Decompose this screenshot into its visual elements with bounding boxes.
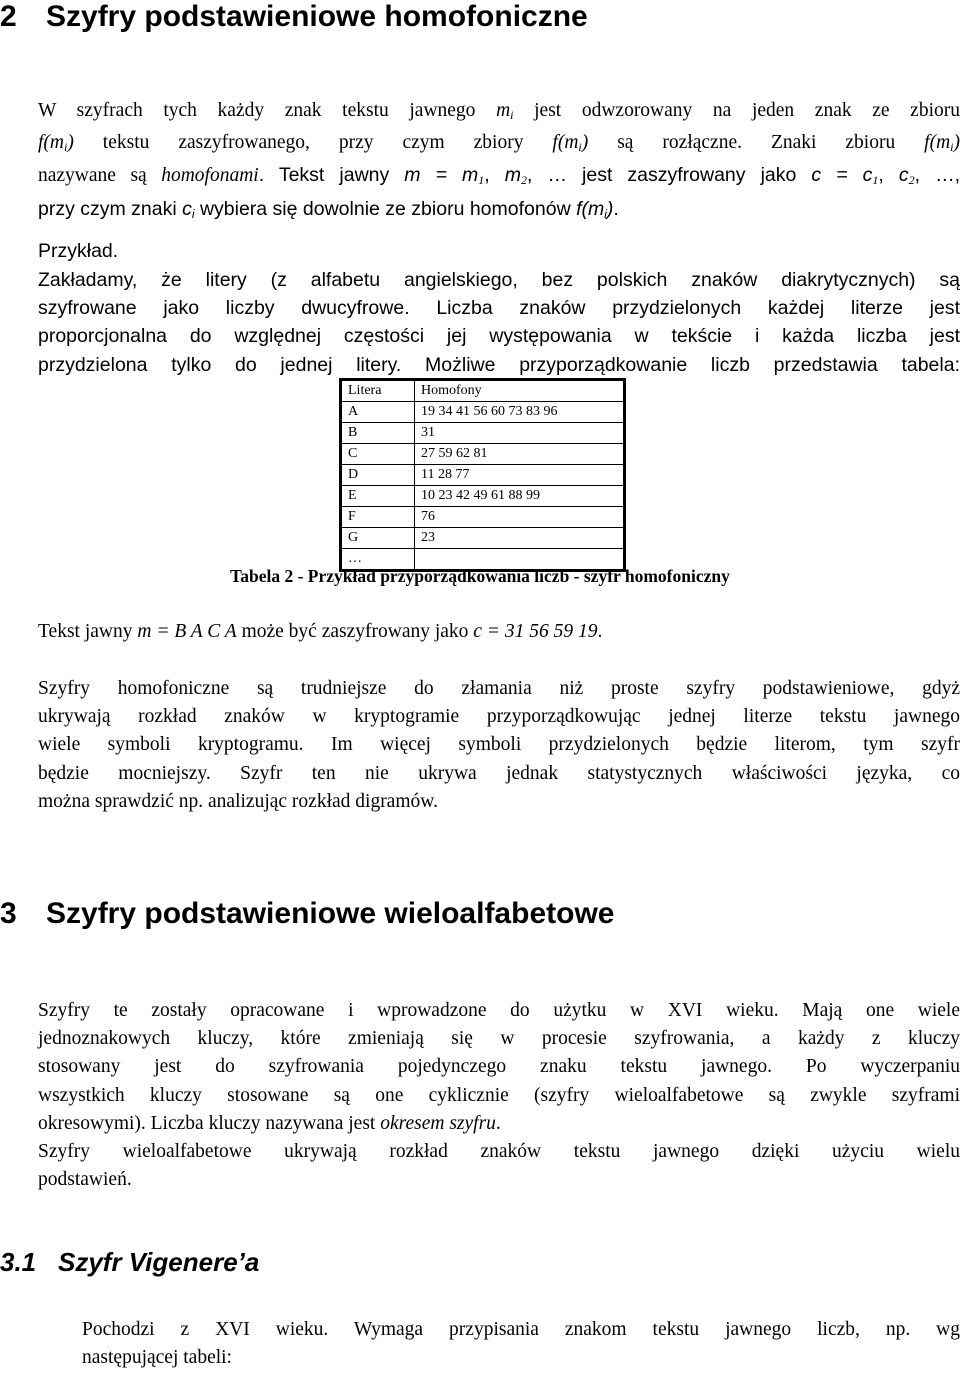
text-line: okresowymi). Liczba kluczy nazywana jest okresem szyfru.: [38, 1112, 501, 1134]
section-title: Szyfr Vigenere’a: [58, 1247, 260, 1277]
section-3-paragraph: [38, 997, 960, 1194]
intro-paragraph: [38, 97, 960, 228]
table-cell: 76: [415, 507, 625, 528]
table-cell: B: [341, 423, 415, 444]
text-line: przydzielona tylko do jednej litery. Możliwe przyporządkowanie liczb przedstawia tabela:: [38, 353, 960, 376]
text-line: przy czym znaki $c_i$ wybiera się dowolnie ze zbioru homofonów $f(m_i)$.: [38, 197, 619, 221]
section-2-heading: [0, 0, 588, 34]
table-header-row: [341, 380, 625, 402]
table-cell: 11 28 77: [415, 465, 625, 486]
text-line: wszystkich kluczy stosowane są one cyklicznie (szyfry wieloalfabetowe są zwykle szyframi: [38, 1084, 960, 1106]
table-cell: …: [341, 549, 415, 571]
table-caption: Tabela 2 - Przykład przyporządkowania liczb - szyfr homofoniczny: [230, 566, 730, 586]
text-line: można sprawdzić np. analizując rozkład digramów.: [38, 790, 438, 812]
text-line: Pochodzi z XVI wieku. Wymaga przypisania znakom tekstu jawnego liczb, np. wg: [82, 1319, 960, 1340]
table-cell: 27 59 62 81: [415, 444, 625, 465]
section-3-1-paragraph: [82, 1316, 960, 1372]
section-3-heading: [0, 897, 614, 931]
table-row: [341, 423, 625, 444]
example-paragraph: [38, 266, 960, 379]
text-line: jednoznakowych kluczy, które zmieniają się w procesie szyfrowania, a każdy z kluczy: [38, 1028, 960, 1050]
table-cell: C: [341, 444, 415, 465]
section-number: 3.1: [0, 1247, 37, 1277]
table-cell: A: [341, 402, 415, 423]
text-line: stosowany jest do szyfrowania pojedynczego znaku tekstu jawnego. Po wyczerpaniu: [38, 1056, 960, 1078]
table-cell: 31: [415, 423, 625, 444]
table-header: Litera: [341, 380, 415, 402]
table-row: [341, 486, 625, 507]
table-row: [341, 507, 625, 528]
table-cell: D: [341, 465, 415, 486]
section-number: 2: [0, 0, 17, 33]
text-line: podstawień.: [38, 1169, 132, 1191]
text-line: Szyfry wieloalfabetowe ukrywają rozkład znaków tekstu jawnego dzięki użyciu wielu: [38, 1141, 960, 1163]
text-line: $f(m_i)$ tekstu zaszyfrowanego, przy czym zbiory $f(m_i)$ są rozłączne. Znaki zbioru $f(m_i)$: [38, 132, 960, 155]
table-cell: E: [341, 486, 415, 507]
text-line: będzie mocniejszy. Szyfr ten nie ukrywa jednak statystycznych właściwości języka, co: [38, 762, 960, 784]
text-line: nazywane są homofonami. Tekst jawny $m = m_1$, $m_2$, … jest zaszyfrowany jako $c = c_1$, $c_2$, …,: [38, 164, 960, 188]
table-header: Homofony: [415, 380, 625, 402]
table-cell: 19 34 41 56 60 73 83 96: [415, 402, 625, 423]
section-title: Szyfry podstawieniowe wieloalfabetowe: [46, 897, 615, 930]
text-line: następującej tabeli:: [82, 1347, 232, 1369]
table-cell: 10 23 42 49 61 88 99: [415, 486, 625, 507]
table-cell: G: [341, 528, 415, 549]
table-row: [341, 465, 625, 486]
table-row: [341, 402, 625, 423]
text-line: W szyfrach tych każdy znak tekstu jawnego $m_i$ jest odwzorowany na jeden znak ze zbioru: [38, 100, 960, 122]
section-title: Szyfry podstawieniowe homofoniczne: [46, 0, 588, 33]
text-line: Zakładamy, że litery (z alfabetu angielskiego, bez polskich znaków diakrytycznych) są: [38, 269, 960, 291]
text-line: wiele symboli kryptogramu. Im więcej symboli przydzielonych będzie literom, tym szyfr: [38, 734, 960, 756]
table-row: [341, 528, 625, 549]
table-cell: F: [341, 507, 415, 528]
text-line: proporcjonalna do względnej częstości jej występowania w tekście i każda liczba jest: [38, 325, 960, 348]
example-result: Tekst jawny m = B A C A może być zaszyfrowany jako c = 31 56 59 19.: [38, 621, 603, 642]
text-line: Szyfry homofoniczne są trudniejsze do złamania niż proste szyfry podstawieniowe, gdyż: [38, 678, 960, 699]
example-label: Przykład.: [38, 240, 119, 262]
text-line: Szyfry te zostały opracowane i wprowadzone do użytku w XVI wieku. Mają one wiele: [38, 1000, 960, 1021]
conclusion-paragraph: [38, 675, 960, 816]
section-3-1-heading: [0, 1247, 259, 1278]
section-number: 3: [0, 897, 17, 930]
homophones-table: [339, 378, 626, 572]
table-row: [341, 444, 625, 465]
text-line: ukrywają rozkład znaków w kryptogramie przyporządkowując jednej literze tekstu jawnego: [38, 706, 960, 728]
table-cell: 23: [415, 528, 625, 549]
text-line: szyfrowane jako liczby dwucyfrowe. Liczba znaków przydzielonych każdej literze jest: [38, 297, 960, 320]
